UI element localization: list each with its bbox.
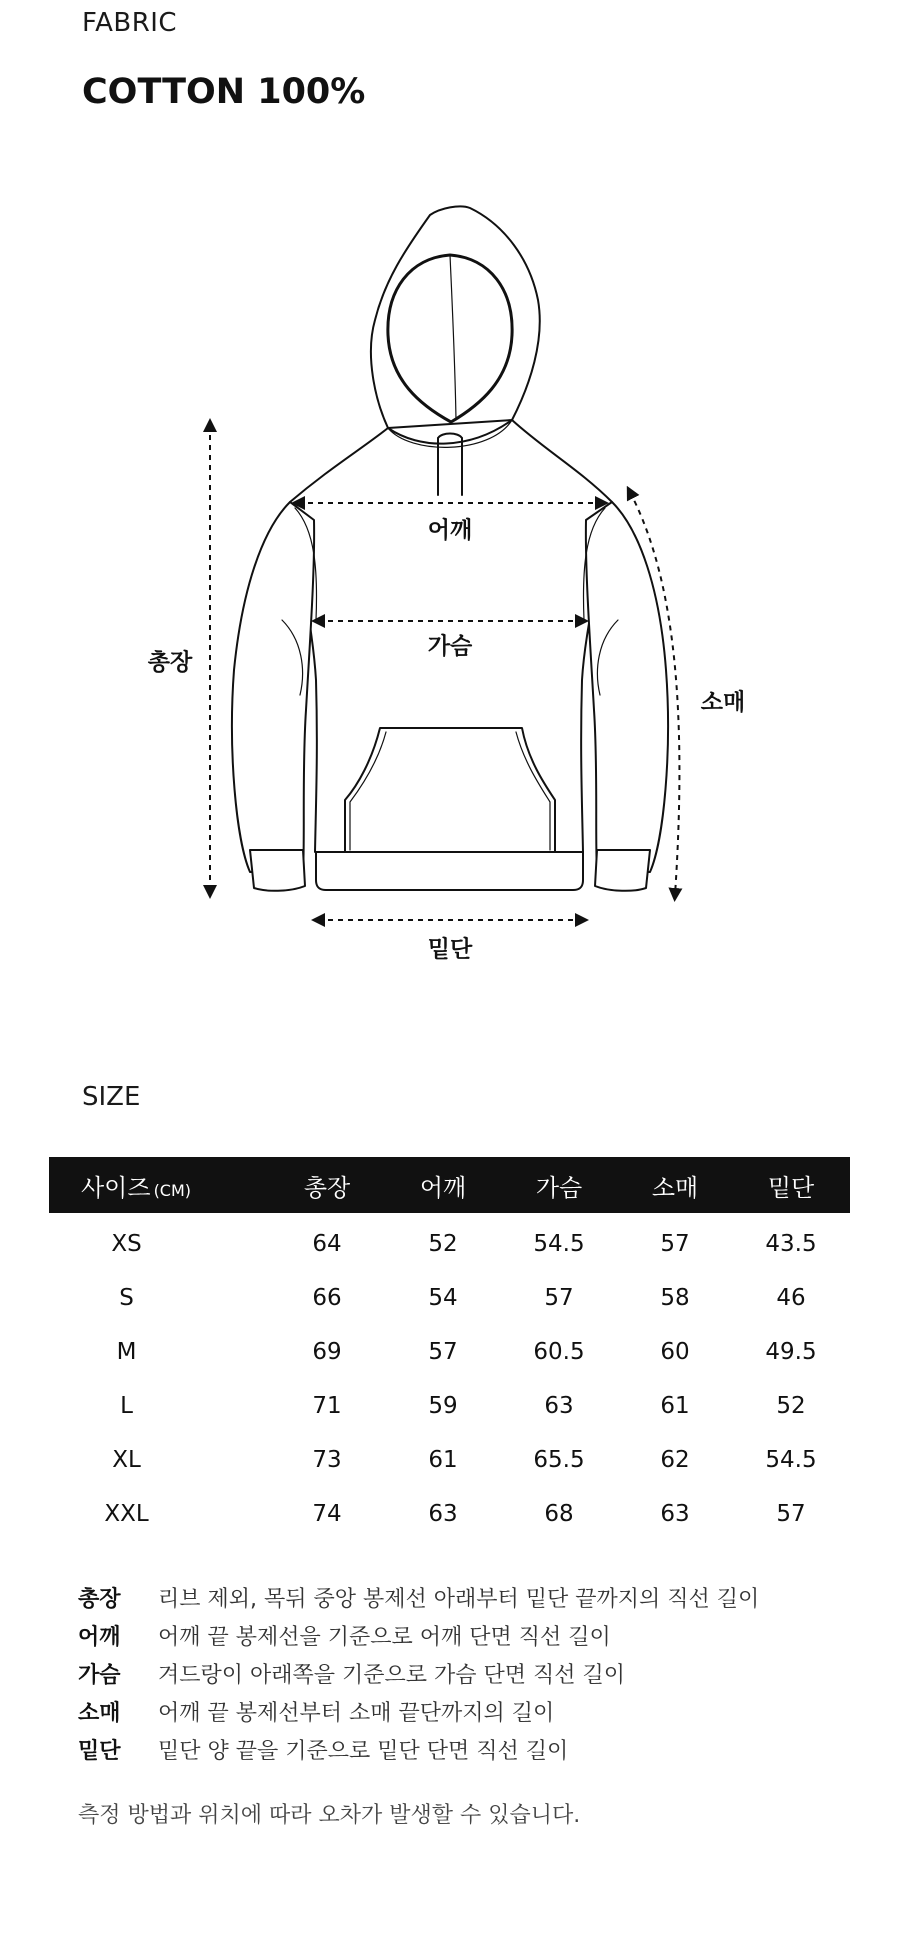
right-cuff (595, 850, 650, 891)
cell-sleeve: 60 (660, 1339, 690, 1365)
note-desc: 겨드랑이 아래쪽을 기준으로 가슴 단면 직선 길이 (158, 1662, 626, 1688)
header-hem: 밑단 (767, 1173, 815, 1202)
size-table-header (49, 1157, 850, 1213)
cell-length: 66 (312, 1285, 342, 1311)
cell-size: XS (111, 1231, 142, 1257)
cell-length: 64 (312, 1231, 342, 1257)
note-row (78, 1578, 858, 1616)
note-term: 가슴 (78, 1662, 121, 1688)
cell-size: M (116, 1339, 137, 1365)
cell-shoulder: 52 (428, 1231, 458, 1257)
note-row (78, 1654, 858, 1692)
cell-chest: 65.5 (533, 1447, 585, 1473)
cell-hem: 46 (776, 1285, 806, 1311)
cell-chest: 54.5 (533, 1231, 585, 1257)
cell-shoulder: 54 (428, 1285, 458, 1311)
cell-hem: 49.5 (765, 1339, 817, 1365)
cell-chest: 63 (544, 1393, 574, 1419)
diagram-label-shoulder: 어깨 (427, 517, 473, 544)
cell-sleeve: 61 (660, 1393, 690, 1419)
diagram-label-sleeve: 소매 (700, 689, 746, 716)
note-row (78, 1692, 858, 1730)
left-cuff (250, 850, 305, 891)
note-term: 소매 (78, 1700, 121, 1726)
size-section-label: SIZE (82, 1082, 141, 1112)
drawstring-loop (438, 434, 462, 439)
cell-length: 73 (312, 1447, 342, 1473)
header-unit: (CM) (153, 1180, 192, 1200)
cell-hem: 43.5 (765, 1231, 817, 1257)
cell-size: XXL (104, 1501, 149, 1527)
table-row (49, 1325, 850, 1379)
diagram-label-hem: 밑단 (427, 936, 473, 963)
cell-sleeve: 57 (660, 1231, 690, 1257)
table-row (49, 1379, 850, 1433)
cell-length: 69 (312, 1339, 342, 1365)
cell-sleeve: 62 (660, 1447, 690, 1473)
cell-hem: 57 (776, 1501, 806, 1527)
note-desc: 어깨 끝 봉제선부터 소매 끝단까지의 길이 (158, 1700, 555, 1726)
hem-band (316, 852, 583, 890)
note-desc: 밑단 양 끝을 기준으로 밑단 단면 직선 길이 (158, 1738, 569, 1764)
header-shoulder: 어깨 (419, 1173, 467, 1202)
header-size: 사이즈 (CM) (81, 1173, 192, 1202)
note-term: 총장 (78, 1586, 121, 1612)
cell-chest: 57 (544, 1285, 574, 1311)
header-sleeve: 소매 (651, 1173, 699, 1202)
cell-chest: 68 (544, 1501, 574, 1527)
cell-chest: 60.5 (533, 1339, 585, 1365)
note-row (78, 1730, 858, 1768)
note-row (78, 1616, 858, 1654)
size-table-body (49, 1213, 850, 1541)
cell-sleeve: 58 (660, 1285, 690, 1311)
measurement-notes (78, 1578, 858, 1768)
size-table (49, 1157, 850, 1541)
cell-shoulder: 61 (428, 1447, 458, 1473)
note-term: 밑단 (78, 1738, 121, 1764)
cell-length: 74 (312, 1501, 342, 1527)
table-row (49, 1487, 850, 1541)
measurement-disclaimer: 측정 방법과 위치에 따라 오차가 발생할 수 있습니다. (78, 1803, 581, 1828)
fabric-value: COTTON 100% (82, 72, 366, 112)
cell-length: 71 (312, 1393, 342, 1419)
hoodie-diagram (0, 150, 900, 1010)
cell-hem: 54.5 (765, 1447, 817, 1473)
cell-sleeve: 63 (660, 1501, 690, 1527)
cell-shoulder: 63 (428, 1501, 458, 1527)
note-desc: 어깨 끝 봉제선을 기준으로 어깨 단면 직선 길이 (158, 1624, 611, 1650)
header-length: 총장 (303, 1173, 351, 1202)
table-row (49, 1271, 850, 1325)
diagram-label-length: 총장 (147, 649, 193, 676)
diagram-label-chest: 가슴 (427, 633, 473, 660)
cell-size: S (119, 1285, 134, 1311)
cell-hem: 52 (776, 1393, 806, 1419)
note-term: 어깨 (78, 1624, 121, 1650)
note-desc: 리브 제외, 목뒤 중앙 봉제선 아래부터 밑단 끝까지의 직선 길이 (158, 1586, 760, 1612)
fabric-label: FABRIC (82, 8, 178, 38)
kangaroo-pocket (345, 728, 555, 852)
table-row (49, 1217, 850, 1271)
header-chest: 가슴 (535, 1173, 583, 1202)
hoodie-illustration (0, 150, 900, 1010)
cell-size: XL (112, 1447, 141, 1473)
cell-size: L (120, 1393, 133, 1419)
table-row (49, 1433, 850, 1487)
cell-shoulder: 59 (428, 1393, 458, 1419)
cell-shoulder: 57 (428, 1339, 458, 1365)
